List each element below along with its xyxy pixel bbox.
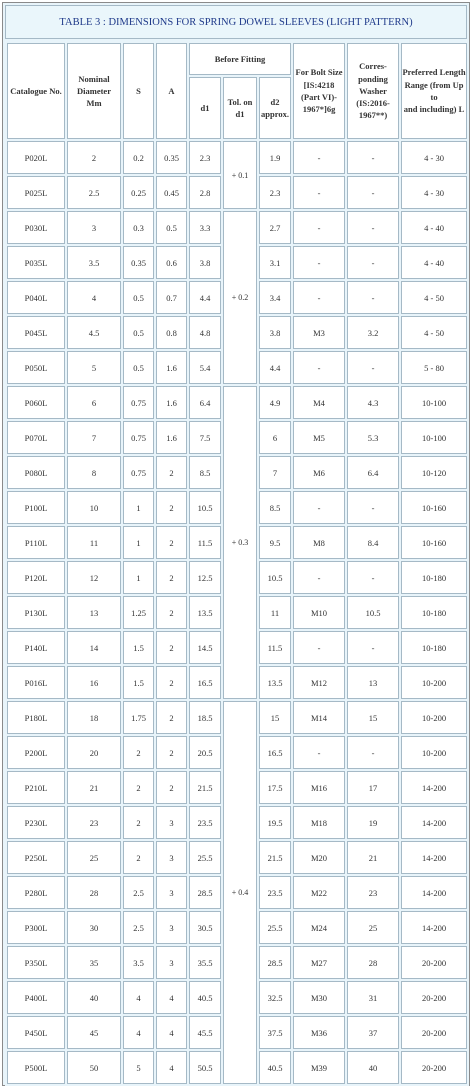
cell-a-value: 2 (156, 561, 187, 594)
cell-bolt-size: M36 (293, 1016, 345, 1049)
cell-length-range: 4 - 50 (401, 316, 467, 349)
cell-bolt-size: M22 (293, 876, 345, 909)
cell-catalogue-no: P180L (7, 701, 65, 734)
cell-nominal-diameter: 28 (67, 876, 121, 909)
cell-s-value: 0.35 (123, 246, 154, 279)
cell-length-range: 10-200 (401, 666, 467, 699)
dimensions-table (5, 41, 469, 1086)
cell-a-value: 2 (156, 701, 187, 734)
cell-length-range: 10-200 (401, 736, 467, 769)
cell-bolt-size: - (293, 141, 345, 174)
cell-catalogue-no: P210L (7, 771, 65, 804)
cell-a-value: 3 (156, 946, 187, 979)
cell-a-value: 1.6 (156, 386, 187, 419)
cell-d1-value: 7.5 (189, 421, 221, 454)
cell-bolt-size: M24 (293, 911, 345, 944)
cell-s-value: 0.75 (123, 456, 154, 489)
cell-bolt-size: - (293, 211, 345, 244)
cell-bolt-size: - (293, 736, 345, 769)
cell-washer-size: 8.4 (347, 526, 399, 559)
cell-d2-value: 2.3 (259, 176, 291, 209)
cell-s-value: 1.5 (123, 631, 154, 664)
cell-d2-value: 16.5 (259, 736, 291, 769)
table-row (7, 386, 467, 419)
cell-a-value: 0.5 (156, 211, 187, 244)
cell-bolt-size: M10 (293, 596, 345, 629)
cell-s-value: 2.5 (123, 911, 154, 944)
cell-bolt-size: M20 (293, 841, 345, 874)
cell-catalogue-no: P200L (7, 736, 65, 769)
cell-washer-size: 21 (347, 841, 399, 874)
cell-d2-value: 8.5 (259, 491, 291, 524)
cell-d1-value: 18.5 (189, 701, 221, 734)
cell-d2-value: 17.5 (259, 771, 291, 804)
cell-nominal-diameter: 21 (67, 771, 121, 804)
cell-d1-value: 45.5 (189, 1016, 221, 1049)
cell-catalogue-no: P250L (7, 841, 65, 874)
cell-length-range: 10-100 (401, 421, 467, 454)
cell-nominal-diameter: 2.5 (67, 176, 121, 209)
cell-washer-size: - (347, 491, 399, 524)
cell-catalogue-no: P450L (7, 1016, 65, 1049)
cell-catalogue-no: P080L (7, 456, 65, 489)
header-a: A (156, 43, 187, 139)
cell-bolt-size: - (293, 246, 345, 279)
cell-d2-value: 32.5 (259, 981, 291, 1014)
cell-a-value: 4 (156, 1016, 187, 1049)
cell-washer-size: 6.4 (347, 456, 399, 489)
cell-d2-value: 28.5 (259, 946, 291, 979)
cell-catalogue-no: P350L (7, 946, 65, 979)
cell-d2-value: 15 (259, 701, 291, 734)
cell-catalogue-no: P280L (7, 876, 65, 909)
cell-nominal-diameter: 8 (67, 456, 121, 489)
cell-s-value: 0.2 (123, 141, 154, 174)
cell-s-value: 2.5 (123, 876, 154, 909)
cell-catalogue-no: P300L (7, 911, 65, 944)
cell-d1-value: 21.5 (189, 771, 221, 804)
cell-d1-value: 4.4 (189, 281, 221, 314)
cell-length-range: 10-100 (401, 386, 467, 419)
cell-d1-value: 23.5 (189, 806, 221, 839)
cell-d2-value: 4.9 (259, 386, 291, 419)
table-row (7, 141, 467, 174)
cell-bolt-size: M16 (293, 771, 345, 804)
cell-catalogue-no: P500L (7, 1051, 65, 1084)
cell-washer-size: 5.3 (347, 421, 399, 454)
cell-length-range: 14-200 (401, 876, 467, 909)
cell-bolt-size: - (293, 281, 345, 314)
cell-length-range: 10-180 (401, 596, 467, 629)
cell-s-value: 0.25 (123, 176, 154, 209)
cell-a-value: 2 (156, 456, 187, 489)
cell-d2-value: 21.5 (259, 841, 291, 874)
cell-length-range: 14-200 (401, 771, 467, 804)
cell-s-value: 1.5 (123, 666, 154, 699)
cell-washer-size: - (347, 351, 399, 384)
cell-length-range: 10-160 (401, 526, 467, 559)
cell-length-range: 20-200 (401, 1051, 467, 1084)
cell-catalogue-no: P030L (7, 211, 65, 244)
header-washer: Corres- ponding Washer (IS:2016- 1967**) (347, 43, 399, 139)
cell-d1-value: 6.4 (189, 386, 221, 419)
cell-d1-value: 12.5 (189, 561, 221, 594)
cell-s-value: 1.75 (123, 701, 154, 734)
cell-a-value: 0.35 (156, 141, 187, 174)
cell-length-range: 10-180 (401, 561, 467, 594)
cell-d1-value: 25.5 (189, 841, 221, 874)
cell-length-range: 14-200 (401, 806, 467, 839)
cell-d1-value: 14.5 (189, 631, 221, 664)
cell-catalogue-no: P140L (7, 631, 65, 664)
cell-nominal-diameter: 50 (67, 1051, 121, 1084)
cell-s-value: 4 (123, 1016, 154, 1049)
cell-d1-value: 2.8 (189, 176, 221, 209)
cell-a-value: 0.8 (156, 316, 187, 349)
cell-washer-size: 23 (347, 876, 399, 909)
cell-a-value: 2 (156, 736, 187, 769)
cell-washer-size: 10.5 (347, 596, 399, 629)
cell-d2-value: 2.7 (259, 211, 291, 244)
cell-d1-value: 8.5 (189, 456, 221, 489)
cell-a-value: 1.6 (156, 351, 187, 384)
cell-d1-value: 40.5 (189, 981, 221, 1014)
cell-d2-value: 25.5 (259, 911, 291, 944)
cell-bolt-size: - (293, 176, 345, 209)
table-row (7, 701, 467, 734)
cell-length-range: 10-160 (401, 491, 467, 524)
cell-d2-value: 3.1 (259, 246, 291, 279)
cell-nominal-diameter: 3 (67, 211, 121, 244)
cell-a-value: 0.6 (156, 246, 187, 279)
cell-d2-value: 11 (259, 596, 291, 629)
cell-nominal-diameter: 20 (67, 736, 121, 769)
cell-nominal-diameter: 14 (67, 631, 121, 664)
cell-washer-size: - (347, 176, 399, 209)
cell-length-range: 10-200 (401, 701, 467, 734)
cell-length-range: 14-200 (401, 911, 467, 944)
cell-bolt-size: M14 (293, 701, 345, 734)
cell-d2-value: 6 (259, 421, 291, 454)
cell-s-value: 0.75 (123, 421, 154, 454)
cell-washer-size: - (347, 561, 399, 594)
table-title: TABLE 3 : DIMENSIONS FOR SPRING DOWEL SLEEVES (LIGHT PATTERN) (5, 5, 467, 39)
cell-length-range: 20-200 (401, 946, 467, 979)
cell-bolt-size: M30 (293, 981, 345, 1014)
cell-d2-value: 11.5 (259, 631, 291, 664)
cell-nominal-diameter: 25 (67, 841, 121, 874)
cell-nominal-diameter: 16 (67, 666, 121, 699)
header-d1: d1 (189, 77, 221, 139)
cell-length-range: 14-200 (401, 841, 467, 874)
cell-nominal-diameter: 35 (67, 946, 121, 979)
cell-nominal-diameter: 23 (67, 806, 121, 839)
cell-s-value: 1 (123, 561, 154, 594)
cell-d1-value: 10.5 (189, 491, 221, 524)
cell-d2-value: 9.5 (259, 526, 291, 559)
cell-a-value: 2 (156, 666, 187, 699)
header-catalogue: Catalogue No. (7, 43, 65, 139)
header-tol: Tol. on d1 (223, 77, 257, 139)
cell-washer-size: 4.3 (347, 386, 399, 419)
cell-bolt-size: M8 (293, 526, 345, 559)
cell-d2-value: 10.5 (259, 561, 291, 594)
cell-catalogue-no: P045L (7, 316, 65, 349)
cell-s-value: 1.25 (123, 596, 154, 629)
cell-length-range: 4 - 40 (401, 211, 467, 244)
cell-catalogue-no: P025L (7, 176, 65, 209)
cell-nominal-diameter: 4 (67, 281, 121, 314)
cell-a-value: 4 (156, 981, 187, 1014)
cell-catalogue-no: P050L (7, 351, 65, 384)
cell-catalogue-no: P020L (7, 141, 65, 174)
cell-bolt-size: M27 (293, 946, 345, 979)
cell-d1-value: 16.5 (189, 666, 221, 699)
cell-a-value: 1.6 (156, 421, 187, 454)
cell-nominal-diameter: 13 (67, 596, 121, 629)
cell-bolt-size: M4 (293, 386, 345, 419)
cell-bolt-size: M18 (293, 806, 345, 839)
cell-length-range: 4 - 50 (401, 281, 467, 314)
cell-d2-value: 19.5 (259, 806, 291, 839)
cell-a-value: 3 (156, 911, 187, 944)
cell-tolerance: + 0.2 (223, 211, 257, 384)
cell-s-value: 0.75 (123, 386, 154, 419)
cell-bolt-size: M3 (293, 316, 345, 349)
cell-s-value: 0.3 (123, 211, 154, 244)
cell-nominal-diameter: 3.5 (67, 246, 121, 279)
cell-catalogue-no: P230L (7, 806, 65, 839)
cell-d1-value: 3.3 (189, 211, 221, 244)
cell-s-value: 2 (123, 841, 154, 874)
cell-nominal-diameter: 40 (67, 981, 121, 1014)
cell-d2-value: 23.5 (259, 876, 291, 909)
cell-s-value: 2 (123, 806, 154, 839)
cell-bolt-size: - (293, 561, 345, 594)
cell-d1-value: 13.5 (189, 596, 221, 629)
cell-length-range: 4 - 40 (401, 246, 467, 279)
header-before-fitting: Before Fitting (189, 43, 291, 75)
cell-catalogue-no: P040L (7, 281, 65, 314)
cell-length-range: 4 - 30 (401, 176, 467, 209)
cell-washer-size: - (347, 141, 399, 174)
cell-d2-value: 37.5 (259, 1016, 291, 1049)
cell-nominal-diameter: 12 (67, 561, 121, 594)
cell-s-value: 3.5 (123, 946, 154, 979)
cell-bolt-size: M5 (293, 421, 345, 454)
cell-a-value: 0.45 (156, 176, 187, 209)
cell-catalogue-no: P070L (7, 421, 65, 454)
cell-washer-size: - (347, 246, 399, 279)
cell-a-value: 2 (156, 526, 187, 559)
cell-d2-value: 1.9 (259, 141, 291, 174)
cell-s-value: 2 (123, 736, 154, 769)
cell-washer-size: 19 (347, 806, 399, 839)
cell-s-value: 5 (123, 1051, 154, 1084)
cell-bolt-size: - (293, 491, 345, 524)
cell-washer-size: 25 (347, 911, 399, 944)
cell-washer-size: 31 (347, 981, 399, 1014)
cell-d1-value: 11.5 (189, 526, 221, 559)
cell-tolerance: + 0.3 (223, 386, 257, 699)
cell-d1-value: 3.8 (189, 246, 221, 279)
cell-nominal-diameter: 4.5 (67, 316, 121, 349)
cell-length-range: 20-200 (401, 1016, 467, 1049)
cell-d2-value: 4.4 (259, 351, 291, 384)
cell-bolt-size: M39 (293, 1051, 345, 1084)
cell-d1-value: 2.3 (189, 141, 221, 174)
page-frame (2, 2, 470, 1086)
cell-s-value: 2 (123, 771, 154, 804)
cell-length-range: 10-120 (401, 456, 467, 489)
cell-nominal-diameter: 6 (67, 386, 121, 419)
cell-nominal-diameter: 30 (67, 911, 121, 944)
cell-catalogue-no: P110L (7, 526, 65, 559)
cell-d2-value: 3.8 (259, 316, 291, 349)
cell-a-value: 2 (156, 491, 187, 524)
cell-washer-size: 40 (347, 1051, 399, 1084)
table-body (7, 141, 467, 1084)
header-d2: d2 approx. (259, 77, 291, 139)
cell-s-value: 1 (123, 491, 154, 524)
cell-nominal-diameter: 18 (67, 701, 121, 734)
cell-washer-size: 13 (347, 666, 399, 699)
header-length-range: Preferred Length Range (from Up to and including) L (401, 43, 467, 139)
cell-washer-size: - (347, 736, 399, 769)
cell-d2-value: 40.5 (259, 1051, 291, 1084)
cell-catalogue-no: P130L (7, 596, 65, 629)
cell-washer-size: 3.2 (347, 316, 399, 349)
cell-a-value: 3 (156, 841, 187, 874)
cell-nominal-diameter: 10 (67, 491, 121, 524)
header-bolt-size: For Bolt Size [IS:4218 (Part VI)- 1967*]6g (293, 43, 345, 139)
cell-tolerance: + 0.1 (223, 141, 257, 209)
cell-a-value: 4 (156, 1051, 187, 1084)
header-nominal: Nominal Diameter Mm (67, 43, 121, 139)
table-row (7, 211, 467, 244)
cell-nominal-diameter: 11 (67, 526, 121, 559)
cell-s-value: 1 (123, 526, 154, 559)
cell-washer-size: - (347, 211, 399, 244)
cell-d1-value: 5.4 (189, 351, 221, 384)
cell-nominal-diameter: 2 (67, 141, 121, 174)
cell-s-value: 0.5 (123, 316, 154, 349)
cell-length-range: 5 - 80 (401, 351, 467, 384)
cell-bolt-size: - (293, 351, 345, 384)
cell-washer-size: 28 (347, 946, 399, 979)
cell-d1-value: 4.8 (189, 316, 221, 349)
cell-length-range: 20-200 (401, 981, 467, 1014)
cell-nominal-diameter: 45 (67, 1016, 121, 1049)
cell-d1-value: 50.5 (189, 1051, 221, 1084)
cell-catalogue-no: P400L (7, 981, 65, 1014)
cell-catalogue-no: P060L (7, 386, 65, 419)
cell-d2-value: 7 (259, 456, 291, 489)
cell-length-range: 4 - 30 (401, 141, 467, 174)
cell-bolt-size: M6 (293, 456, 345, 489)
cell-catalogue-no: P016L (7, 666, 65, 699)
cell-a-value: 2 (156, 771, 187, 804)
cell-nominal-diameter: 7 (67, 421, 121, 454)
cell-d1-value: 35.5 (189, 946, 221, 979)
cell-length-range: 10-180 (401, 631, 467, 664)
cell-a-value: 3 (156, 876, 187, 909)
cell-d1-value: 20.5 (189, 736, 221, 769)
cell-tolerance: + 0.4 (223, 701, 257, 1084)
cell-washer-size: 37 (347, 1016, 399, 1049)
cell-d1-value: 30.5 (189, 911, 221, 944)
cell-nominal-diameter: 5 (67, 351, 121, 384)
cell-bolt-size: M12 (293, 666, 345, 699)
cell-d2-value: 3.4 (259, 281, 291, 314)
cell-d1-value: 28.5 (189, 876, 221, 909)
cell-catalogue-no: P035L (7, 246, 65, 279)
cell-bolt-size: - (293, 631, 345, 664)
header-s: S (123, 43, 154, 139)
cell-a-value: 0.7 (156, 281, 187, 314)
cell-washer-size: - (347, 631, 399, 664)
cell-s-value: 0.5 (123, 281, 154, 314)
cell-s-value: 0.5 (123, 351, 154, 384)
cell-washer-size: 15 (347, 701, 399, 734)
cell-catalogue-no: P120L (7, 561, 65, 594)
cell-catalogue-no: P100L (7, 491, 65, 524)
cell-d2-value: 13.5 (259, 666, 291, 699)
cell-washer-size: - (347, 281, 399, 314)
cell-washer-size: 17 (347, 771, 399, 804)
cell-s-value: 4 (123, 981, 154, 1014)
cell-a-value: 2 (156, 631, 187, 664)
cell-a-value: 2 (156, 596, 187, 629)
cell-a-value: 3 (156, 806, 187, 839)
